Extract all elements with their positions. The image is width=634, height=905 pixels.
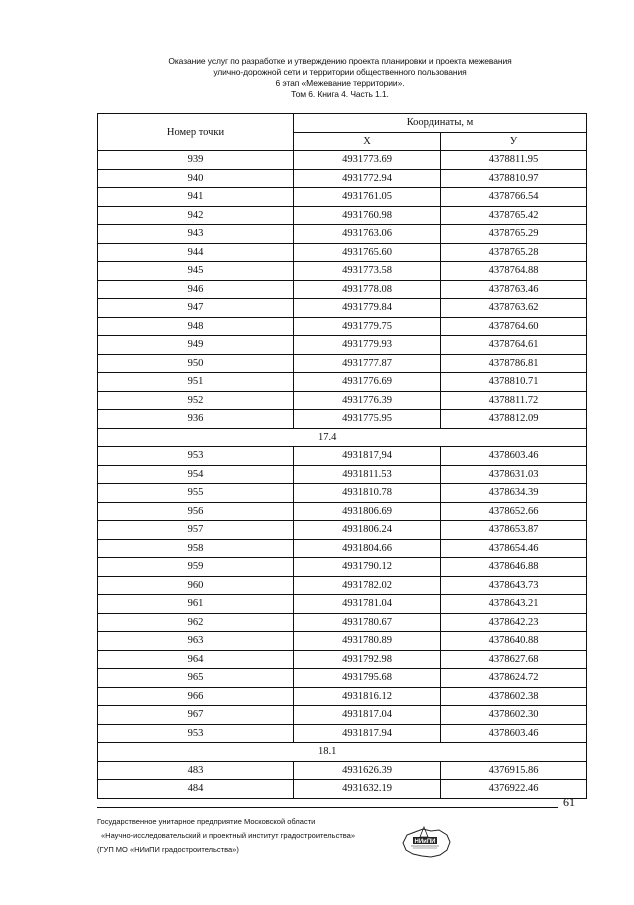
point-number-cell: 948 (98, 317, 294, 336)
section-label: 17.4 (98, 428, 587, 447)
y-coordinate-cell: 4378764.61 (441, 336, 587, 355)
x-coordinate-cell: 4931779.93 (294, 336, 441, 355)
x-coordinate-cell: 4931775.95 (294, 410, 441, 429)
x-coordinate-cell: 4931779.75 (294, 317, 441, 336)
point-number-cell: 955 (98, 484, 294, 503)
x-coordinate-cell: 4931817,94 (294, 447, 441, 466)
point-number-cell: 947 (98, 299, 294, 318)
x-coordinate-cell: 4931811.53 (294, 465, 441, 484)
y-coordinate-cell: 4378624.72 (441, 669, 587, 688)
table-row (98, 151, 587, 170)
x-coordinate-cell: 4931806.24 (294, 521, 441, 540)
table-row (98, 780, 587, 799)
table-row (98, 650, 587, 669)
footer-org-line-3: (ГУП МО «НИиПИ градостроительства») (97, 845, 239, 854)
table-row (98, 447, 587, 466)
x-coordinate-cell: 4931772.94 (294, 169, 441, 188)
header-point-number: Номер точки (98, 114, 294, 151)
y-coordinate-cell: 4378654.46 (441, 539, 587, 558)
x-coordinate-cell: 4931778.08 (294, 280, 441, 299)
footer-divider (97, 807, 558, 808)
point-number-cell: 966 (98, 687, 294, 706)
point-number-cell: 943 (98, 225, 294, 244)
table-row (98, 280, 587, 299)
x-coordinate-cell: 4931810.78 (294, 484, 441, 503)
point-number-cell: 944 (98, 243, 294, 262)
y-coordinate-cell: 4378765.28 (441, 243, 587, 262)
y-coordinate-cell: 4378634.39 (441, 484, 587, 503)
table-row (98, 391, 587, 410)
x-coordinate-cell: 4931780.89 (294, 632, 441, 651)
point-number-cell: 483 (98, 761, 294, 780)
point-number-cell: 953 (98, 724, 294, 743)
x-coordinate-cell: 4931795.68 (294, 669, 441, 688)
footer-org-line-2: «Научно-исследовательский и проектный институт градостроительства» (101, 831, 355, 840)
header-line-3: 6 этап «Межевание территории». (275, 78, 405, 88)
header-line-4: Том 6. Книга 4. Часть 1.1. (291, 89, 389, 99)
y-coordinate-cell: 4378764.88 (441, 262, 587, 281)
table-row (98, 354, 587, 373)
table-row (98, 410, 587, 429)
table-row (98, 576, 587, 595)
x-coordinate-cell: 4931773.69 (294, 151, 441, 170)
x-coordinate-cell: 4931779.84 (294, 299, 441, 318)
table-row (98, 188, 587, 207)
table-row (98, 502, 587, 521)
section-label: 18.1 (98, 743, 587, 762)
table-row (98, 169, 587, 188)
point-number-cell: 950 (98, 354, 294, 373)
table-row (98, 484, 587, 503)
table-row (98, 336, 587, 355)
point-number-cell: 945 (98, 262, 294, 281)
point-number-cell: 967 (98, 706, 294, 725)
y-coordinate-cell: 4378602.38 (441, 687, 587, 706)
point-number-cell: 963 (98, 632, 294, 651)
x-coordinate-cell: 4931816.12 (294, 687, 441, 706)
y-coordinate-cell: 4378810.71 (441, 373, 587, 392)
table-row (98, 669, 587, 688)
x-coordinate-cell: 4931782.02 (294, 576, 441, 595)
x-coordinate-cell: 4931632.19 (294, 780, 441, 799)
x-coordinate-cell: 4931817.04 (294, 706, 441, 725)
table-row (98, 262, 587, 281)
point-number-cell: 964 (98, 650, 294, 669)
y-coordinate-cell: 4378643.73 (441, 576, 587, 595)
y-coordinate-cell: 4378811.95 (441, 151, 587, 170)
point-number-cell: 484 (98, 780, 294, 799)
y-coordinate-cell: 4378643.21 (441, 595, 587, 614)
point-number-cell: 946 (98, 280, 294, 299)
table-row (98, 761, 587, 780)
point-number-cell: 956 (98, 502, 294, 521)
x-coordinate-cell: 4931780.67 (294, 613, 441, 632)
y-coordinate-cell: 4378765.29 (441, 225, 587, 244)
document-footer (97, 815, 417, 857)
point-number-cell: 962 (98, 613, 294, 632)
point-number-cell: 939 (98, 151, 294, 170)
table-row (98, 299, 587, 318)
table-row (98, 558, 587, 577)
x-coordinate-cell: 4931763.06 (294, 225, 441, 244)
point-number-cell: 959 (98, 558, 294, 577)
x-coordinate-cell: 4931626.39 (294, 761, 441, 780)
table-row (98, 465, 587, 484)
y-coordinate-cell: 4378765.42 (441, 206, 587, 225)
y-coordinate-cell: 4378640.88 (441, 632, 587, 651)
point-number-cell: 940 (98, 169, 294, 188)
table-row (98, 687, 587, 706)
x-coordinate-cell: 4931765.60 (294, 243, 441, 262)
point-number-cell: 954 (98, 465, 294, 484)
point-number-cell: 951 (98, 373, 294, 392)
y-coordinate-cell: 4378631.03 (441, 465, 587, 484)
x-coordinate-cell: 4931773.58 (294, 262, 441, 281)
section-row (98, 743, 587, 762)
table-row (98, 521, 587, 540)
institute-logo-icon (395, 823, 455, 863)
x-coordinate-cell: 4931817.94 (294, 724, 441, 743)
y-coordinate-cell: 4378763.46 (441, 280, 587, 299)
header-y: У (441, 132, 587, 151)
y-coordinate-cell: 4378766.54 (441, 188, 587, 207)
x-coordinate-cell: 4931792.98 (294, 650, 441, 669)
table-row (98, 317, 587, 336)
point-number-cell: 961 (98, 595, 294, 614)
point-number-cell: 958 (98, 539, 294, 558)
x-coordinate-cell: 4931760.98 (294, 206, 441, 225)
y-coordinate-cell: 4378642.23 (441, 613, 587, 632)
point-number-cell: 957 (98, 521, 294, 540)
y-coordinate-cell: 4378812.09 (441, 410, 587, 429)
table-row (98, 613, 587, 632)
y-coordinate-cell: 4378627.68 (441, 650, 587, 669)
point-number-cell: 949 (98, 336, 294, 355)
y-coordinate-cell: 4378763.62 (441, 299, 587, 318)
y-coordinate-cell: 4378810.97 (441, 169, 587, 188)
header-line-2: улично-дорожной сети и территории общественного пользования (213, 67, 467, 77)
y-coordinate-cell: 4378646.88 (441, 558, 587, 577)
x-coordinate-cell: 4931790.12 (294, 558, 441, 577)
x-coordinate-cell: 4931776.69 (294, 373, 441, 392)
table-row (98, 225, 587, 244)
y-coordinate-cell: 4378652.66 (441, 502, 587, 521)
point-number-cell: 960 (98, 576, 294, 595)
x-coordinate-cell: 4931804.66 (294, 539, 441, 558)
table-row (98, 724, 587, 743)
table-body (98, 151, 587, 799)
svg-text:НИиПИ: НИиПИ (414, 839, 436, 845)
x-coordinate-cell: 4931806.69 (294, 502, 441, 521)
table-row (98, 632, 587, 651)
table-row (98, 206, 587, 225)
page-number: 61 (563, 795, 575, 809)
y-coordinate-cell: 4378786.81 (441, 354, 587, 373)
footer-org-line-1: Государственное унитарное предприятие Московской области (97, 817, 316, 826)
y-coordinate-cell: 4378811.72 (441, 391, 587, 410)
coordinates-table (97, 113, 587, 799)
y-coordinate-cell: 4378653.87 (441, 521, 587, 540)
x-coordinate-cell: 4931781.04 (294, 595, 441, 614)
document-header (95, 56, 585, 100)
header-x: X (294, 132, 441, 151)
y-coordinate-cell: 4376915.86 (441, 761, 587, 780)
section-row (98, 428, 587, 447)
table-row (98, 595, 587, 614)
point-number-cell: 936 (98, 410, 294, 429)
point-number-cell: 952 (98, 391, 294, 410)
x-coordinate-cell: 4931777.87 (294, 354, 441, 373)
table-row (98, 373, 587, 392)
x-coordinate-cell: 4931776.39 (294, 391, 441, 410)
y-coordinate-cell: 4378602.30 (441, 706, 587, 725)
point-number-cell: 941 (98, 188, 294, 207)
point-number-cell: 953 (98, 447, 294, 466)
y-coordinate-cell: 4378764.60 (441, 317, 587, 336)
table-row (98, 243, 587, 262)
y-coordinate-cell: 4376922.46 (441, 780, 587, 799)
y-coordinate-cell: 4378603.46 (441, 724, 587, 743)
header-line-1: Оказание услуг по разработке и утверждению проекта планировки и проекта межевания (168, 56, 512, 66)
table-row (98, 539, 587, 558)
point-number-cell: 965 (98, 669, 294, 688)
y-coordinate-cell: 4378603.46 (441, 447, 587, 466)
header-coordinates: Координаты, м (294, 114, 587, 133)
x-coordinate-cell: 4931761.05 (294, 188, 441, 207)
table-row (98, 706, 587, 725)
point-number-cell: 942 (98, 206, 294, 225)
